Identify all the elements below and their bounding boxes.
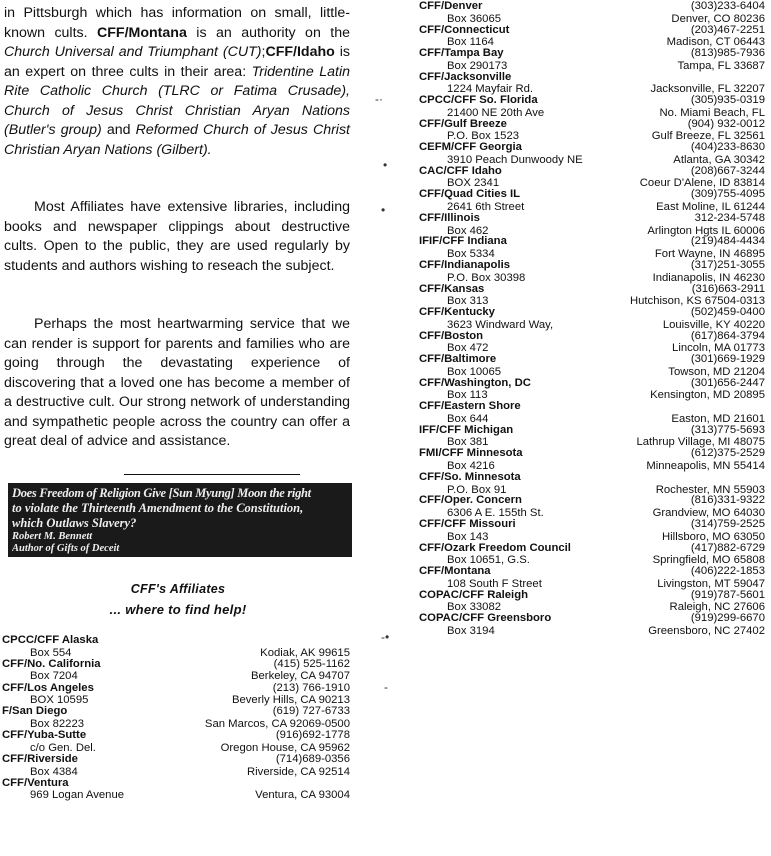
- affiliate-entry: [419, 0, 765, 24]
- affiliate-entry: [419, 306, 765, 330]
- affiliate-phone: (301)669-1929: [690, 353, 765, 366]
- affiliate-phone: (314)759-2525: [690, 518, 765, 531]
- affiliate-phone: (404)233-8630: [690, 141, 765, 154]
- margin-mark: -: [384, 680, 388, 694]
- affiliate-name: CFF/Riverside: [2, 752, 78, 765]
- affiliate-entry: [419, 400, 765, 424]
- margin-mark: -·: [375, 92, 383, 106]
- affiliate-address: Box 313: [447, 295, 489, 308]
- affiliate-city: Fort Wayne, IN 46895: [654, 248, 765, 261]
- p1-italic-reformed: Reformed Church of Jesus Christ Christian Aryan Nations (Gilbert).: [4, 122, 350, 158]
- affiliate-phone: (417)882-6729: [690, 541, 765, 554]
- affiliate-city: Atlanta, GA 30342: [673, 153, 765, 166]
- affiliate-name: CPCC/CFF Alaska: [2, 634, 99, 646]
- affiliate-phone: (305)935-0319: [690, 94, 765, 107]
- affiliate-entry: [419, 542, 765, 566]
- affiliate-name: CEFM/CFF Georgia: [419, 141, 522, 154]
- affiliate-address: Box 3194: [447, 624, 495, 637]
- affiliate-entry: [2, 658, 350, 682]
- section-divider: [124, 474, 300, 475]
- affiliate-city: Gulf Breeze, FL 32561: [651, 130, 765, 143]
- banner-line-2: to violate the Thirteenth Amendment to the Constitution,: [12, 501, 304, 515]
- affiliate-address: Box 4384: [30, 765, 78, 778]
- affiliate-phone: 312-234-5748: [694, 211, 765, 224]
- affiliate-address: Box 5334: [447, 248, 495, 261]
- affiliate-name: CAC/CFF Idaho: [419, 164, 502, 177]
- affiliate-city: Livingston, MT 59047: [657, 577, 765, 590]
- affiliate-name: CFF/CFF Missouri: [419, 518, 516, 531]
- affiliate-address: Box 290173: [447, 59, 508, 72]
- p1-text-c: is an authority on the: [186, 24, 351, 41]
- affiliate-address: Box 82223: [30, 717, 85, 730]
- p1-bold-montana: CFF/Montana: [97, 24, 187, 41]
- affiliate-city: Raleigh, NC 27606: [669, 601, 765, 614]
- affiliate-list-left: [2, 634, 350, 801]
- affiliate-name: CFF/Quad Cities IL: [419, 188, 521, 201]
- affiliate-name: CFF/Washington, DC: [419, 376, 531, 389]
- affiliate-address: 969 Logan Avenue: [30, 789, 125, 802]
- affiliate-address: Box 36065: [447, 12, 502, 25]
- affiliate-city: Towson, MD 21204: [668, 365, 765, 378]
- affiliate-address: Box 33082: [447, 601, 502, 614]
- affiliate-entry: [419, 235, 765, 259]
- affiliate-city: Kensington, MD 20895: [650, 389, 765, 402]
- affiliate-address: Box 143: [447, 530, 489, 543]
- affiliate-city: Springfield, MO 65808: [652, 554, 765, 567]
- affiliate-city: Madison, CT 06443: [666, 36, 765, 49]
- affiliate-name: CFF/No. California: [2, 657, 101, 670]
- affiliate-name: COPAC/CFF Greensboro: [419, 612, 552, 625]
- affiliate-entry: [419, 565, 765, 589]
- affiliate-entry: [419, 377, 765, 401]
- affiliate-phone: (208)667-3244: [690, 164, 765, 177]
- affiliate-name: CFF/Oper. Concern: [419, 494, 522, 507]
- affiliate-entry: [419, 494, 765, 518]
- article-paragraph-2: Most Affiliates have extensive libraries, including books and newspaper clippings about destructive cults. Open to the public, they are used regularly by students and authors wishing to reseach the subject.: [4, 199, 350, 274]
- p1-text-i: and: [101, 122, 136, 138]
- affiliate-city: Coeur D'Alene, ID 83814: [639, 177, 765, 190]
- affiliate-address: BOX 2341: [447, 177, 500, 190]
- affiliate-phone: (303)233-6404: [690, 0, 765, 12]
- p1-text-g: is an expert on three cults in their area:: [4, 44, 350, 80]
- affiliate-entry: [419, 141, 765, 165]
- affiliate-address: P.O. Box 91: [447, 483, 507, 496]
- affiliate-phone: (219)484-4434: [690, 235, 765, 248]
- affiliate-name: CPCC/CFF So. Florida: [419, 94, 538, 107]
- affiliate-city: Grandview, MO 64030: [652, 507, 765, 520]
- affiliate-city: San Marcos, CA 92069-0500: [204, 717, 350, 730]
- banner-line-3: which Outlaws Slavery?: [12, 516, 137, 530]
- affiliate-city: Greensboro, NC 27402: [648, 624, 765, 637]
- affiliate-entry: [419, 612, 765, 636]
- affiliate-entry: [2, 682, 350, 706]
- margin-mark: -•: [381, 630, 390, 644]
- affiliate-city: Minneapolis, MN 55414: [646, 459, 765, 472]
- affiliate-entry: [419, 212, 765, 236]
- affiliate-name: F/San Diego: [2, 705, 68, 718]
- affiliate-phone: (415) 525-1162: [273, 657, 350, 670]
- p1-italic-cut: Church Universal and Triumphant (CUT): [4, 44, 262, 60]
- affiliate-city: East Moline, IL 61244: [656, 200, 765, 213]
- affiliate-phone: (816)331-9322: [690, 494, 765, 507]
- affiliate-name: CFF/So. Minnesota: [419, 470, 521, 483]
- affiliate-address: Box 7204: [30, 670, 78, 683]
- affiliate-name: CFF/Montana: [419, 565, 491, 578]
- affiliate-address: Box 644: [447, 412, 489, 425]
- affiliate-phone: (916)692-1778: [275, 729, 350, 742]
- affiliate-list-right: [419, 0, 765, 636]
- affiliate-phone: (813)985-7936: [690, 47, 765, 60]
- affiliate-entry: [419, 518, 765, 542]
- article-paragraph-3: Perhaps the most heartwarming service that we can render is support for parents and families who are going through the devastating experience of discovering that a loved one has become a member of a destructive cult. Our strong network of understanding and sympathetic people across the country can offer a great deal of advice and assistance.: [4, 316, 350, 449]
- banner-line-5: Author of Gifts of Deceit: [12, 543, 120, 554]
- affiliate-entry: [419, 259, 765, 283]
- affiliate-phone: (919)787-5601: [690, 588, 765, 601]
- affiliate-entry: [419, 589, 765, 613]
- affiliate-city: Oregon House, CA 95962: [220, 741, 350, 754]
- affiliate-name: CFF/Boston: [419, 329, 484, 342]
- affiliate-phone: (203)467-2251: [690, 23, 765, 36]
- affiliate-name: IFIF/CFF Indiana: [419, 235, 507, 248]
- affiliate-city: Ventura, CA 93004: [255, 789, 350, 802]
- affiliate-phone: (317)251-3055: [690, 259, 765, 272]
- affiliate-name: CFF/Indianapolis: [419, 259, 511, 272]
- banner-line-1: Does Freedom of Religion Give [Sun Myung] Moon the right: [12, 486, 311, 500]
- affiliate-city: Jacksonville, FL 32207: [650, 83, 765, 96]
- affiliate-name: IFF/CFF Michigan: [419, 423, 514, 436]
- affiliate-phone: (502)459-0400: [690, 306, 765, 319]
- affiliate-name: CFF/Connecticut: [419, 23, 510, 36]
- affiliate-entry: [2, 729, 350, 753]
- affiliate-phone: (612)375-2529: [690, 447, 765, 460]
- affiliate-city: Lathrup Village, MI 48075: [636, 436, 765, 449]
- affiliate-name: CFF/Yuba-Sutte: [2, 729, 87, 742]
- affiliate-city: Easton, MD 21601: [671, 412, 765, 425]
- affiliate-address: Box 4216: [447, 459, 495, 472]
- affiliate-name: CFF/Illinois: [419, 211, 480, 224]
- affiliate-entry: [419, 71, 765, 95]
- affiliate-address: Box 472: [447, 342, 489, 355]
- affiliate-city: Berkeley, CA 94707: [250, 670, 350, 683]
- affiliate-address: Box 113: [447, 389, 488, 402]
- p1-text-a: in Pittsburgh which has information on small, little- known cults.: [4, 5, 350, 41]
- affiliates-subtitle: ... where to find help!: [109, 602, 247, 617]
- affiliate-address: Box 381: [447, 436, 489, 449]
- p1-italic-churches: Tridentine Latin Rite Catholic Church (TLRC or Fatima Crusade), Church of Jesus Christ Christian Aryan Nations (Butler's group): [4, 63, 350, 138]
- affiliate-entry: [419, 165, 765, 189]
- affiliate-address: 3910 Peach Dunwoody NE: [447, 153, 583, 166]
- affiliate-address: Box 10065: [447, 365, 502, 378]
- p1-bold-idaho: CFF/Idaho: [265, 44, 335, 60]
- affiliate-city: Riverside, CA 92514: [247, 765, 350, 778]
- affiliate-name: COPAC/CFF Raleigh: [419, 588, 528, 601]
- affiliate-address: P.O. Box 1523: [447, 130, 520, 143]
- affiliate-address: 6306 A E. 155th St.: [447, 507, 544, 520]
- affiliate-address: Box 554: [30, 646, 72, 659]
- affiliate-city: No. Miami Beach, FL: [659, 106, 765, 119]
- affiliate-phone: (313)775-5693: [690, 423, 765, 436]
- affiliates-title: CFF's Affiliates: [130, 582, 226, 596]
- affiliate-city: Denver, CO 80236: [671, 12, 765, 25]
- affiliate-name: CFF/Tampa Bay: [419, 47, 504, 60]
- affiliate-address: 1224 Mayfair Rd.: [447, 83, 534, 96]
- article-paragraph-1: [4, 4, 350, 160]
- affiliate-city: Louisville, KY 40220: [662, 318, 765, 331]
- affiliate-name: CFF/Baltimore: [419, 353, 497, 366]
- affiliate-entry: [419, 330, 765, 354]
- affiliate-address: Box 462: [447, 224, 489, 237]
- affiliate-entry: [419, 118, 765, 142]
- affiliate-city: Tampa, FL 33687: [677, 59, 765, 72]
- affiliate-entry: [2, 705, 350, 729]
- affiliate-city: Lincoln, MA 01773: [672, 342, 765, 355]
- affiliate-entry: [419, 424, 765, 448]
- affiliate-name: FMI/CFF Minnesota: [419, 447, 523, 460]
- affiliate-name: CFF/Gulf Breeze: [419, 117, 507, 130]
- affiliate-phone: (617)864-3794: [690, 329, 765, 342]
- affiliate-entry: [2, 634, 350, 658]
- affiliate-phone: (309)755-4095: [690, 188, 765, 201]
- affiliate-entry: [419, 188, 765, 212]
- margin-mark: •: [381, 203, 386, 217]
- affiliate-entry: [2, 753, 350, 777]
- affiliate-entry: [419, 283, 765, 307]
- affiliate-entry: [419, 94, 765, 118]
- affiliate-phone: (316)663-2911: [691, 282, 765, 295]
- affiliate-phone: (919)299-6670: [690, 612, 765, 625]
- affiliate-name: CFF/Ozark Freedom Council: [419, 541, 571, 554]
- banner-line-4: Robert M. Bennett: [12, 531, 93, 542]
- affiliate-address: BOX 10595: [30, 694, 89, 707]
- affiliate-entry: [2, 777, 350, 801]
- affiliate-phone: (213) 766-1910: [272, 681, 350, 694]
- affiliate-address: P.O. Box 30398: [447, 271, 526, 284]
- affiliate-entry: [419, 447, 765, 471]
- affiliate-name: CFF/Kentucky: [419, 306, 495, 319]
- affiliate-entry: [419, 353, 765, 377]
- affiliate-entry: [419, 24, 765, 48]
- affiliate-phone: (904) 932-0012: [687, 117, 765, 130]
- margin-mark: •: [383, 158, 388, 172]
- affiliate-address: 108 South F Street: [447, 577, 542, 590]
- affiliate-name: CFF/Ventura: [2, 776, 69, 789]
- affiliate-address: Box 10651, G.S.: [447, 554, 530, 567]
- affiliate-name: CFF/Denver: [419, 0, 483, 12]
- affiliate-phone: (619) 727-6733: [272, 705, 350, 718]
- affiliate-address: 21400 NE 20th Ave: [447, 106, 545, 119]
- affiliate-city: Hutchison, KS 67504-0313: [629, 295, 765, 308]
- affiliate-name: CFF/Los Angeles: [2, 681, 94, 694]
- affiliate-address: c/o Gen. Del.: [30, 741, 96, 754]
- affiliate-address: Box 1164: [447, 36, 494, 49]
- affiliate-city: Rochester, MN 55903: [655, 483, 765, 496]
- book-quote-banner: [8, 483, 352, 557]
- affiliate-phone: (714)689-0356: [275, 752, 350, 765]
- affiliate-city: Kodiak, AK 99615: [260, 646, 350, 659]
- affiliate-name: CFF/Kansas: [419, 282, 485, 295]
- affiliate-name: CFF/Jacksonville: [419, 70, 512, 83]
- affiliate-city: Hillsboro, MO 63050: [662, 530, 765, 543]
- affiliate-address: 2641 6th Street: [447, 200, 525, 213]
- affiliate-address: 3623 Windward Way,: [447, 318, 554, 331]
- affiliate-entry: [419, 47, 765, 71]
- affiliate-city: Indianapolis, IN 46230: [652, 271, 765, 284]
- p1-text-e: ;: [261, 44, 266, 60]
- affiliate-name: CFF/Eastern Shore: [419, 400, 521, 413]
- affiliate-phone: (406)222-1853: [690, 565, 765, 578]
- affiliate-phone: (301)656-2447: [690, 376, 765, 389]
- affiliate-entry: [419, 471, 765, 495]
- affiliate-city: Arlington Hgts IL 60006: [647, 224, 765, 237]
- affiliate-city: Beverly Hills, CA 90213: [231, 694, 350, 707]
